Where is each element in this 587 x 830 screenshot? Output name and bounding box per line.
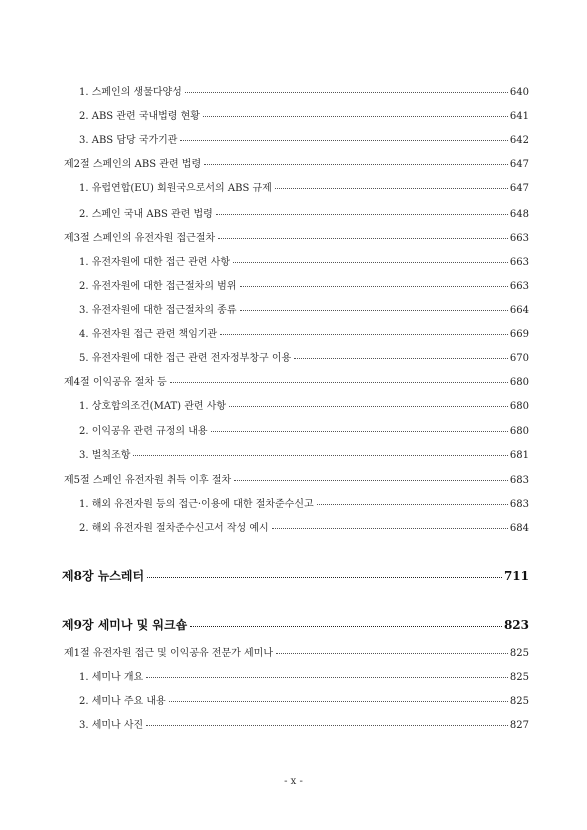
toc-entry-page-number: 647	[509, 159, 529, 170]
toc-section-entry[interactable]	[64, 230, 529, 245]
toc-entry-title: 1. 유럽연합(EU) 회원국으로서의 ABS 규제	[79, 183, 272, 194]
dot-leader	[240, 300, 508, 311]
toc-subsection-entry[interactable]	[79, 520, 529, 535]
toc-entry-page-number: 825	[509, 672, 529, 683]
dot-leader	[276, 643, 508, 654]
toc-subsection-entry[interactable]	[79, 326, 529, 341]
dot-leader	[240, 276, 508, 287]
toc-subsection-entry[interactable]	[79, 302, 529, 317]
toc-entry-page-number: 827	[509, 720, 529, 731]
toc-entry-title: 2. 유전자원에 대한 접근절차의 범위	[79, 281, 237, 292]
toc-entry-title: 3. 세미나 사진	[79, 720, 144, 731]
toc-chapter-entry[interactable]	[62, 569, 529, 582]
dot-leader	[218, 228, 508, 239]
dot-leader	[233, 252, 508, 263]
toc-section-entry[interactable]	[64, 374, 529, 389]
toc-section-entry[interactable]	[64, 645, 529, 660]
toc-entry-page-number: 641	[509, 111, 529, 122]
toc-subsection-entry[interactable]	[79, 350, 529, 365]
toc-entry-page-number: 642	[509, 135, 529, 146]
toc-entry-page-number: 670	[509, 353, 529, 364]
toc-entry-title: 1. 유전자원에 대한 접근 관련 사항	[79, 257, 231, 268]
dot-leader	[204, 154, 508, 165]
toc-entry-page-number: 683	[509, 499, 529, 510]
toc-subsection-entry[interactable]	[79, 669, 529, 684]
toc-entry-title: 제2절 스페인의 ABS 관련 법령	[64, 159, 202, 170]
toc-subsection-entry[interactable]	[79, 398, 529, 413]
toc-entry-title: 5. 유전자원에 대한 접근 관련 전자정부창구 이용	[79, 353, 292, 364]
dot-leader	[317, 494, 508, 505]
toc-entry-page-number: 680	[509, 401, 529, 412]
toc-entry-page-number: 680	[509, 426, 529, 437]
toc-subsection-entry[interactable]	[79, 496, 529, 511]
toc-entry-title: 제5절 스페인 유전자원 취득 이후 절차	[64, 475, 232, 486]
toc-section-entry[interactable]	[64, 472, 529, 487]
toc-subsection-entry[interactable]	[79, 254, 529, 269]
toc-entry-page-number: 663	[509, 257, 529, 268]
dot-leader	[146, 667, 508, 678]
dot-leader	[294, 348, 508, 359]
toc-subsection-entry[interactable]	[79, 84, 529, 99]
dot-leader	[185, 82, 508, 93]
toc-entry-title: 제8장 뉴스레터	[62, 569, 145, 583]
toc-entry-title: 2. 해외 유전자원 절차준수신고서 작성 예시	[79, 523, 269, 534]
toc-section-entry[interactable]	[64, 156, 529, 171]
dot-leader	[180, 130, 507, 141]
toc-entry-page-number: 680	[509, 377, 529, 388]
toc-entry-title: 4. 유전자원 접근 관련 책임기관	[79, 329, 218, 340]
dot-leader	[169, 691, 508, 702]
toc-entry-title: 1. 상호합의조건(MAT) 관련 사항	[79, 401, 227, 412]
toc-subsection-entry[interactable]	[79, 132, 529, 147]
toc-subsection-entry[interactable]	[79, 447, 529, 462]
toc-entry-page-number: 681	[509, 450, 529, 461]
toc-chapter-entry[interactable]	[62, 618, 529, 631]
toc-subsection-entry[interactable]	[79, 693, 529, 708]
toc-subsection-entry[interactable]	[79, 278, 529, 293]
toc-entry-title: 1. 스페인의 생물다양성	[79, 87, 182, 98]
toc-subsection-entry[interactable]	[79, 206, 529, 221]
toc-entry-page-number: 647	[509, 183, 529, 194]
toc-entry-title: 제1절 유전자원 접근 및 이익공유 전문가 세미나	[64, 648, 273, 659]
toc-entry-title: 1. 해외 유전자원 등의 접근·이용에 대한 절차준수신고	[79, 499, 314, 510]
toc-entry-title: 2. 세미나 주요 내용	[79, 696, 166, 707]
dot-leader	[234, 470, 508, 481]
toc-entry-title: 제9장 세미나 및 워크숍	[62, 618, 188, 632]
toc-entry-page-number: 663	[509, 281, 529, 292]
dot-leader	[133, 445, 508, 456]
dot-leader	[203, 106, 508, 117]
toc-subsection-entry[interactable]	[79, 717, 529, 732]
toc-entry-page-number: 825	[509, 648, 529, 659]
toc-entry-title: 1. 세미나 개요	[79, 672, 144, 683]
toc-entry-page-number: 711	[503, 569, 529, 583]
toc-entry-page-number: 640	[509, 87, 529, 98]
dot-leader	[170, 372, 508, 383]
toc-entry-title: 2. ABS 관련 국내법령 현황	[79, 111, 200, 122]
page-number-footer: - x -	[284, 776, 303, 787]
toc-entry-title: 2. 이익공유 관련 규정의 내용	[79, 426, 208, 437]
dot-leader	[190, 616, 502, 627]
toc-entry-page-number: 648	[509, 209, 529, 220]
dot-leader	[220, 324, 508, 335]
toc-entry-title: 3. ABS 담당 국가기관	[79, 135, 178, 146]
toc-entry-title: 2. 스페인 국내 ABS 관련 법령	[79, 209, 213, 220]
toc-entry-page-number: 683	[509, 475, 529, 486]
dot-leader	[229, 396, 508, 407]
dot-leader	[275, 178, 508, 189]
toc-subsection-entry[interactable]	[79, 423, 529, 438]
toc-entry-page-number: 825	[509, 696, 529, 707]
toc-entry-title: 3. 벌칙조항	[79, 450, 131, 461]
toc-entry-title: 3. 유전자원에 대한 접근절차의 종류	[79, 305, 237, 316]
toc-entry-page-number: 684	[509, 523, 529, 534]
toc-entry-page-number: 669	[509, 329, 529, 340]
toc-entry-page-number: 663	[509, 233, 529, 244]
dot-leader	[216, 204, 508, 215]
toc-subsection-entry[interactable]	[79, 108, 529, 123]
toc-subsection-entry[interactable]	[79, 180, 529, 195]
dot-leader	[146, 715, 508, 726]
dot-leader	[147, 567, 502, 578]
toc-entry-title: 제4절 이익공유 절차 등	[64, 377, 167, 388]
toc-entry-page-number: 823	[503, 618, 529, 632]
toc-entry-page-number: 664	[509, 305, 529, 316]
dot-leader	[211, 421, 508, 432]
toc-entry-title: 제3절 스페인의 유전자원 접근절차	[64, 233, 216, 244]
dot-leader	[272, 518, 508, 529]
